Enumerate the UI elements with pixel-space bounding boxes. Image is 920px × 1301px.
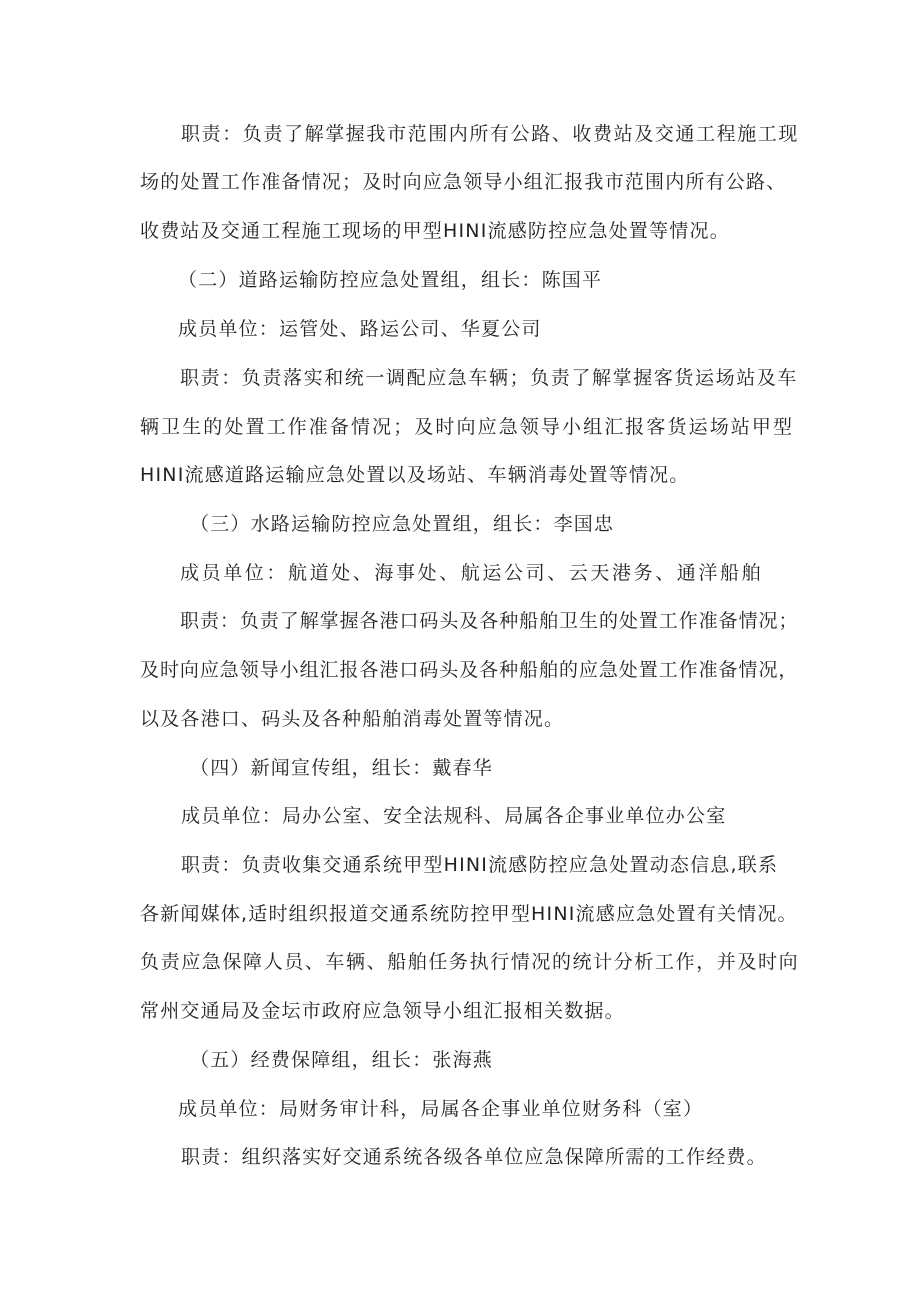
section-heading: （五）经费保障组，组长：张海燕 (190, 1049, 494, 1071)
section-heading: （二）道路运输防控应急处置组，组长：陈国平 (178, 269, 603, 291)
paragraph-line: 成员单位：局办公室、安全法规科、局属各企事业单位办公室 (181, 805, 727, 827)
paragraph-line: 各新闻媒体,适时组织报道交通系统防控甲型HINI流感应急处置有关情况。 (140, 903, 798, 925)
paragraph-line: HINI流感道路运输应急处置以及场站、车辆消毒处置等情况。 (140, 464, 690, 486)
paragraph-line: 场的处置工作准备情况；及时向应急领导小组汇报我市范围内所有公路、 (140, 171, 787, 193)
paragraph-line: 职责：负责了解掌握各港口码头及各种船舶卫生的处置工作准备情况； (180, 610, 799, 632)
paragraph-line: 以及各港口、码头及各种船舶消毒处置等情况。 (140, 708, 565, 730)
section-heading: （三）水路运输防控应急处置组，组长：李国忠 (190, 513, 615, 535)
paragraph-line: 成员单位：航道处、海事处、航运公司、云天港务、通洋船舶 (180, 562, 764, 584)
paragraph-line: 职责：负责了解掌握我市范围内所有公路、收费站及交通工程施工现 (181, 123, 800, 145)
paragraph-line: 收费站及交通工程施工现场的甲型HINI流感防控应急处置等情况。 (140, 220, 730, 242)
paragraph-line: 职责：负责落实和统一调配应急车辆；负责了解掌握客货运场站及车 (180, 367, 799, 389)
paragraph-line: 职责：负责收集交通系统甲型HINI流感防控应急处置动态信息,联系 (181, 854, 779, 876)
paragraph-line: 辆卫生的处置工作准备情况；及时向应急领导小组汇报客货运场站甲型 (140, 416, 795, 438)
paragraph-line: 成员单位：运管处、路运公司、华夏公司 (178, 318, 542, 340)
paragraph-line: 负责应急保障人员、车辆、船舶任务执行情况的统计分析工作，并及时向 (140, 951, 800, 973)
section-heading: （四）新闻宣传组，组长：戴春华 (190, 757, 494, 779)
paragraph-line: 常州交通局及金坛市政府应急领导小组汇报相关数据。 (140, 1000, 625, 1022)
paragraph-line: 及时向应急领导小组汇报各港口码头及各种船舶的应急处置工作准备情况， (140, 659, 799, 681)
paragraph-line: 职责：组织落实好交通系统各级各单位应急保障所需的工作经费。 (181, 1146, 767, 1168)
paragraph-line: 成员单位：局财务审计科，局属各企事业单位财务科（室） (178, 1098, 704, 1120)
